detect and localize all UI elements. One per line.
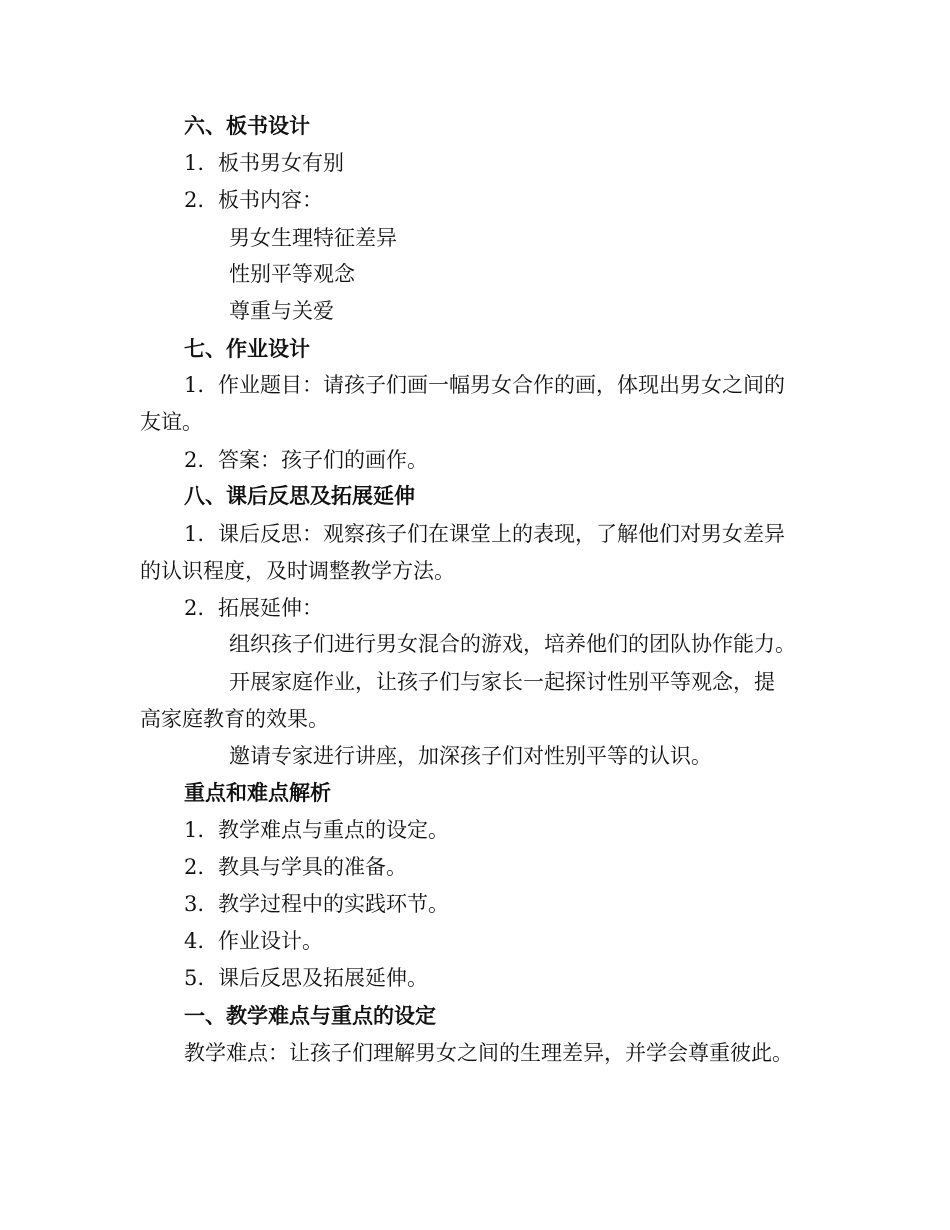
section-8-heading: 八、课后反思及拓展延伸 — [184, 484, 415, 508]
extension-line-3: 邀请专家进行讲座，加深孩子们对性别平等的认识。 — [229, 744, 712, 768]
item-text: 板书内容： — [218, 188, 323, 212]
item-number: 2. — [184, 596, 205, 620]
section-8-item-1-continued: 的认识程度，及时调整教学方法。 — [140, 559, 455, 583]
key-points-item — [184, 966, 428, 990]
item-number: 2. — [184, 188, 205, 212]
item-text: 教学过程中的实践环节。 — [218, 892, 449, 916]
section-7-item-1 — [184, 373, 785, 397]
item-number: 2. — [184, 448, 205, 472]
item-text: 板书男女有别 — [218, 151, 344, 175]
item-number: 1. — [184, 151, 205, 175]
item-text: 作业设计。 — [218, 929, 323, 953]
board-content-line-1: 男女生理特征差异 — [229, 226, 397, 250]
board-content-line-3: 尊重与关爱 — [229, 299, 334, 323]
key-points-heading: 重点和难点解析 — [184, 781, 331, 805]
item-number: 4. — [184, 929, 205, 953]
item-text: 作业题目：请孩子们画一幅男女合作的画，体现出男女之间的 — [218, 373, 785, 397]
item-number: 1. — [184, 373, 205, 397]
item-text: 课后反思：观察孩子们在课堂上的表现，了解他们对男女差异 — [218, 522, 785, 546]
section-8-item-1 — [184, 522, 785, 546]
item-text: 教具与学具的准备。 — [218, 855, 407, 879]
item-text: 课后反思及拓展延伸。 — [218, 966, 428, 990]
key-points-item — [184, 892, 449, 916]
key-points-item — [184, 855, 407, 879]
item-text: 教学难点与重点的设定。 — [218, 818, 449, 842]
item-number: 2. — [184, 855, 205, 879]
section-6-item-1 — [184, 151, 344, 175]
item-number: 1. — [184, 818, 205, 842]
section-8-item-2 — [184, 596, 323, 620]
item-number: 1. — [184, 522, 205, 546]
extension-line-2: 开展家庭作业，让孩子们与家长一起探讨性别平等观念，提 — [229, 670, 775, 694]
item-number: 5. — [184, 966, 205, 990]
section-7-item-2 — [184, 448, 428, 472]
section-6-heading: 六、板书设计 — [184, 114, 310, 138]
section-1-text: 教学难点：让孩子们理解男女之间的生理差异，并学会尊重彼此。 — [184, 1041, 793, 1065]
extension-line-1: 组织孩子们进行男女混合的游戏，培养他们的团队协作能力。 — [229, 632, 796, 656]
key-points-item — [184, 818, 449, 842]
item-text: 答案：孩子们的画作。 — [218, 448, 428, 472]
board-content-line-2: 性别平等观念 — [229, 262, 355, 286]
section-7-item-1-continued: 友谊。 — [140, 410, 203, 434]
item-number: 3. — [184, 892, 205, 916]
section-6-item-2 — [184, 188, 323, 212]
key-points-item — [184, 929, 323, 953]
section-1-heading: 一、教学难点与重点的设定 — [184, 1004, 436, 1028]
item-text: 拓展延伸： — [218, 596, 323, 620]
extension-line-2-continued: 高家庭教育的效果。 — [140, 707, 329, 731]
section-7-heading: 七、作业设计 — [184, 337, 310, 361]
